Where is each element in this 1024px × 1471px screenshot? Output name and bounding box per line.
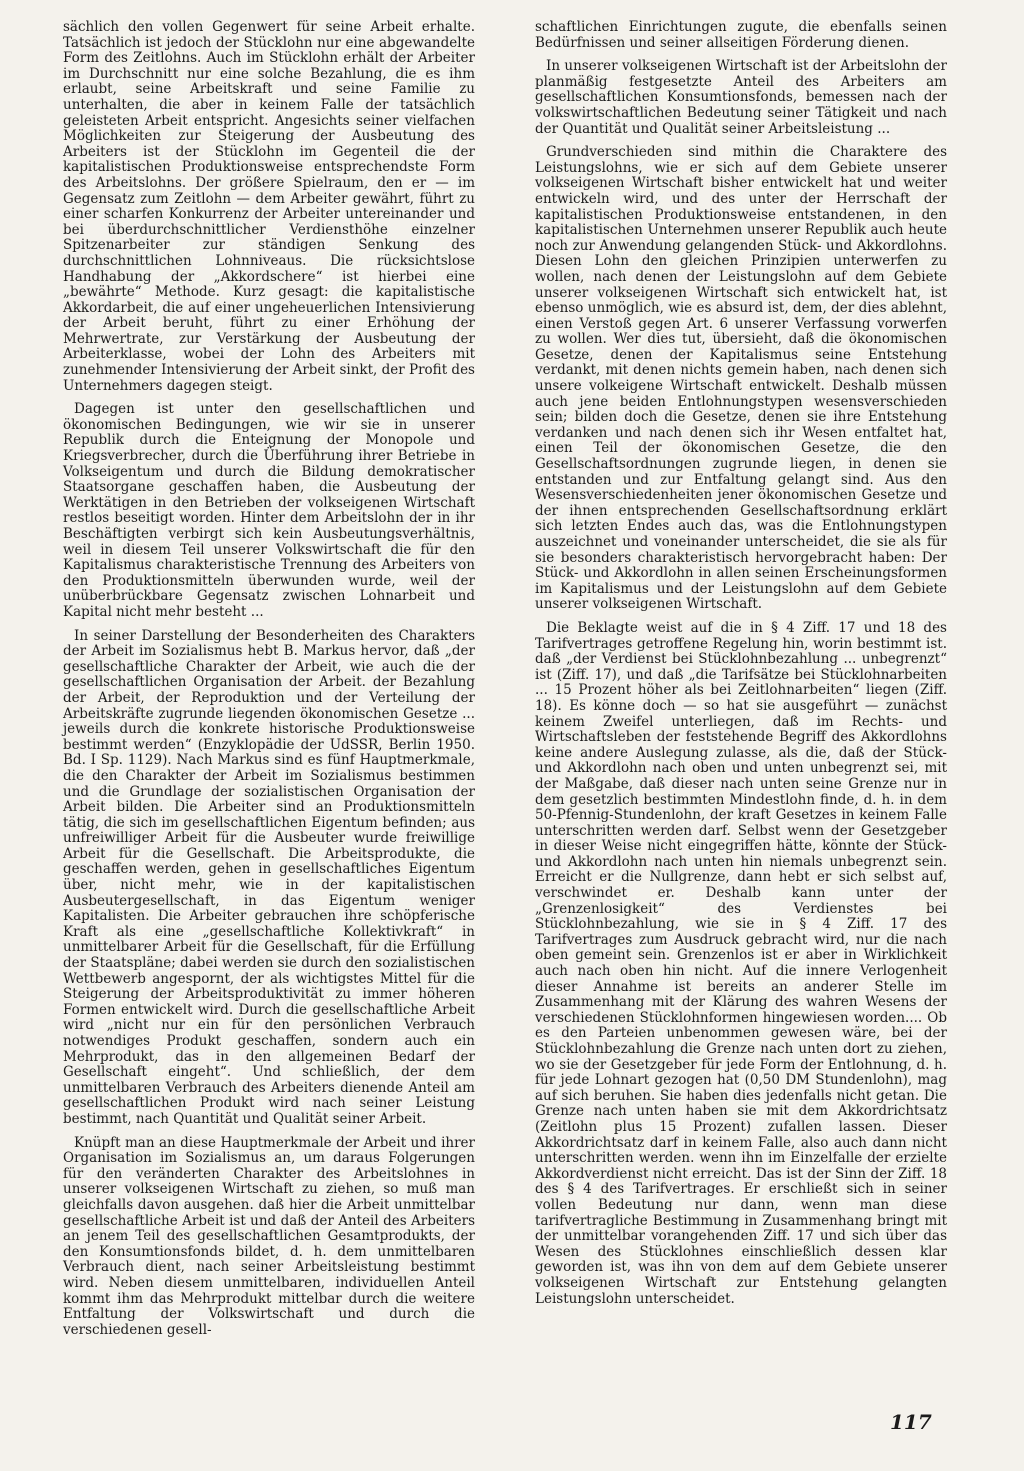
page-number: 117 (890, 1410, 932, 1434)
paragraph: Dagegen ist unter den gesellschaftlichen und ökonomischen Bedingungen, wie wir sie in unserer Republik durch die Enteignung der Monopole und Kriegsverbrecher, durch die Überführung ihrer Betriebe in Volkseigentum und durch die Bildung demokratischer Staatsorgane geschaffen haben, die Ausbeutung der Werktätigen in den Betrieben der volkseigenen Wirtschaft restlos beseitigt worden. Hinter dem Arbeitslohn der in ihr Beschäftigten verbirgt sich kein Ausbeutungsverhältnis, weil in diesem Teil unserer Volkswirtschaft die für den Kapitalismus charakteristische Trennung des Arbeiters von den Produktionsmitteln überwunden wurde, weil der unüberbrückbare Gegensatz zwischen Lohnarbeit und Kapital nicht mehr besteht ... (63, 401, 475, 620)
right-column (535, 20, 947, 1315)
paragraph: Die Beklagte weist auf die in § 4 Ziff. 17 und 18 des Tarifvertrages getroffene Regelung hin, worin bestimmt ist. daß „der Verdienst bei Stücklohnbezahlung ... unbegrenzt“ ist (Ziff. 17), und daß „die Tarifsätze bei Stücklohnarbeiten ... 15 Prozent höher als bei Zeitlohnarbeiten“ liegen (Ziff. 18). Es könne doch — so hat sie ausgeführt — zunächst keinem Zweifel unterliegen, daß im Rechts- und Wirtschaftsleben der feststehende Begriff des Akkordlohns keine andere Auslegung zulasse, als die, daß der Stück- und Akkordlohn nach oben und unten unbegrenzt sei, mit der Maßgabe, daß dieser nach unten seine Grenze nur in dem gesetzlich bestimmten Mindestlohn finde, d. h. in dem 50-Pfennig-Stundenlohn, der kraft Gesetzes in keinem Falle unterschritten werden darf. Selbst wenn der Gesetzgeber in dieser Weise nicht eingegriffen hätte, könnte der Stück- und Akkordlohn nach unten hin niemals unbegrenzt sein. Erreicht er die Nullgrenze, dann hebt er sich selbst auf, verschwindet er. Deshalb kann unter der „Grenzenlosigkeit“ des Verdienstes bei Stücklohnbezahlung, wie sie in § 4 Ziff. 17 des Tarifvertrages zum Ausdruck gebracht wird, nur die nach oben gemeint sein. Grenzenlos ist er aber in Wirklichkeit auch nach oben hin nicht. Auf die innere Verlogenheit dieser Annahme ist bereits an anderer Stelle im Zusammenhang mit der Klärung des wahren Wesens der verschiedenen Stücklohnformen hingewiesen worden.... Ob es den Parteien unbenommen gewesen wäre, bei der Stücklohnbezahlung die Grenze nach unten dort zu ziehen, wo sie der Gesetzgeber für jede Form der Entlohnung, d. h. für jede Lohnart gezogen hat (0,50 DM Stundenlohn), mag auf sich beruhen. Sie haben dies jedenfalls nicht getan. Die Grenze nach unten haben sie mit dem Akkordrichtsatz (Zeitlohn plus 15 Prozent) zufallen lassen. Dieser Akkordrichtsatz darf in keinem Falle, also auch dann nicht unterschritten werden. wenn ihn im Einzelfalle der erzielte Akkordverdienst nicht erreicht. Das ist der Sinn der Ziff. 18 des § 4 des Tarifvertrages. Er erschließt sich in seiner vollen Bedeutung nur dann, wenn man diese tarifvertragliche Bestimmung in Zusammenhang bringt mit der unmittelbar vorangehenden Ziff. 17 und sich über das Wesen des Stücklohnes einschließlich dessen klar geworden ist, was ihn von dem auf dem Gebiete unserer volkseigenen Wirtschaft zur Entstehung gelangten Leistungslohn unterscheidet. (535, 619, 947, 1307)
paragraph: schaftlichen Einrichtungen zugute, die ebenfalls seinen Bedürfnissen und seiner allseitigen Förderung dienen. (535, 19, 947, 51)
paragraph: sächlich den vollen Gegenwert für seine Arbeit erhalte. Tatsächlich ist jedoch der Stücklohn nur eine abgewandelte Form des Zeitlohns. Auch im Stücklohn erhält der Arbeiter im Durchschnitt nur eine solche Bezahlung, die es ihm erlaubt, seine Arbeitskraft und seine Familie zu unterhalten, die aber in keinem Falle der tatsächlich geleisteten Arbeit entspricht. Angesichts seiner vielfachen Möglichkeiten zur Steigerung der Ausbeutung des Arbeiters ist der Stücklohn im Gegenteil die der kapitalistischen Produktionsweise entsprechendste Form des Arbeitslohns. Der größere Spielraum, den er — im Gegensatz zum Zeitlohn — dem Arbeiter gewährt, führt zu einer scharfen Konkurrenz der Arbeiter untereinander und bei überdurchschnittlicher Verdiensthöhe einzelner Spitzenarbeiter zur ständigen Senkung des durchschnittlichen Lohnniveaus. Die rücksichtslose Handhabung der „Akkordschere“ ist hierbei eine „bewährte“ Methode. Kurz gesagt: die kapitalistische Akkordarbeit, die auf einer ungeheuerlichen Intensivierung der Arbeit beruht, führt zu einer Erhöhung der Mehrwertrate, zur Verstärkung der Ausbeutung der Arbeiterklasse, wobei der Lohn des Arbeiters mit zunehmender Intensivierung der Arbeit sinkt, der Profit des Unternehmers dagegen steigt. (63, 19, 475, 394)
paragraph: Grundverschieden sind mithin die Charaktere des Leistungslohns, wie er sich auf dem Gebiete unserer volkseigenen Wirtschaft bisher entwickelt hat und weiter entwickeln wird, und des unter der Herrschaft der kapitalistischen Produktionsweise entstandenen, in den kapitalistischen Unternehmen unserer Republik auch heute noch zur Anwendung gelangenden Stück- und Akkordlohns. Diesen Lohn den gleichen Prinzipien unterwerfen zu wollen, nach denen der Leistungslohn auf dem Gebiete unserer volkseigenen Wirtschaft sich entwickelt hat, ist ebenso unmöglich, wie es absurd ist, dem, der dies ablehnt, einen Verstoß gegen Art. 6 unserer Verfassung vorwerfen zu wollen. Wer dies tut, übersieht, daß die ökonomischen Gesetze, denen der Kapitalismus seine Entstehung verdankt, mit denen nichts gemein haben, nach denen sich unsere volkeigene Wirtschaft entwickelt. Deshalb müssen auch jene beiden Entlohnungstypen wesensverschieden sein; bilden doch die Gesetze, denen sie ihre Entstehung verdanken und nach denen sich ihr Wesen entfaltet hat, einen Teil der ökonomischen Gesetze, die den Gesellschaftsordnungen zugrunde liegen, in denen sie entstanden und zur Entfaltung gelangt sind. Aus den Wesensverschiedenheiten jener ökonomischen Gesetze und der ihnen entsprechenden Gesellschaftsordnung erklärt sich letzten Endes auch das, was die Entlohnungstypen auszeichnet und voneinander unterscheidet, die sie als für sie besonders charakteristisch hervorgebracht haben: Der Stück- und Akkordlohn in allen seinen Erscheinungsformen im Kapitalismus und der Leistungslohn auf dem Gebiete unserer volkseigenen Wirtschaft. (535, 144, 947, 613)
paragraph: In seiner Darstellung der Besonderheiten des Charakters der Arbeit im Sozialismus hebt B. Markus hervor, daß „der gesellschaftliche Charakter der Arbeit, wie auch die der gesellschaftlichen Organisation der Arbeit. der Bezahlung der Arbeit, der Reproduktion und der Verteilung der Arbeitskräfte zugrunde liegenden ökonomischen Gesetze ... jeweils durch die konkrete historische Produktionsweise bestimmt werden“ (Enzyklopädie der UdSSR, Berlin 1950. Bd. I Sp. 1129). Nach Markus sind es fünf Hauptmerkmale, die den Charakter der Arbeit im Sozialismus bestimmen und die Grundlage der sozialistischen Organisation der Arbeit bilden. Die Arbeiter sind an Produktionsmitteln tätig, die sich im gesellschaftlichen Eigentum befinden; aus unfreiwilliger Arbeit für die Ausbeuter wurde freiwillige Arbeit für die Gesellschaft. Die Arbeitsprodukte, die geschaffen werden, gehen in gesellschaftliches Eigentum über, nicht mehr, wie in der kapitalistischen Ausbeutergesellschaft, in das Eigentum weniger Kapitalisten. Die Arbeiter gebrauchen ihre schöpferische Kraft als eine „gesellschaftliche Kollektivkraft“ in unmittelbarer Arbeit für die Gesellschaft, für die Erfüllung der Staatspläne; dabei werden sie durch den sozialistischen Wettbewerb angespornt, der als wichtigstes Mittel für die Steigerung der Arbeitsproduktivität zu immer höheren Formen entwickelt wird. Durch die gesellschaftliche Arbeit wird „nicht nur ein für den persönlichen Verbrauch notwendiges Produkt geschaffen, sondern auch ein Mehrprodukt, das in den allgemeinen Bedarf der Gesellschaft eingeht“. Und schließlich, der dem unmittelbaren Verbrauch des Arbeiters dienende Anteil am gesellschaftlichen Produkt wird nach seiner Leistung bestimmt, nach Quantität und Qualität seiner Arbeit. (63, 627, 475, 1127)
paragraph: In unserer volkseigenen Wirtschaft ist der Arbeitslohn der planmäßig festgesetzte Anteil des Arbeiters am gesellschaftlichen Konsumtionsfonds, bemessen nach der volkswirtschaftlichen Bedeutung seiner Tätigkeit und nach der Quantität und Qualität seiner Arbeitsleistung ... (535, 58, 947, 137)
paragraph: Knüpft man an diese Hauptmerkmale der Arbeit und ihrer Organisation im Sozialismus an, um daraus Folgerungen für den veränderten Charakter des Arbeitslohnes in unserer volkseigenen Wirtschaft zu ziehen, so muß man gleichfalls davon ausgehen. daß hier die Arbeit unmittelbar gesellschaftliche Arbeit ist und daß der Anteil des Arbeiters an jenem Teil des gesellschaftlichen Gesamtprodukts, der den Konsumtionsfonds bildet, d. h. dem unmittelbaren Verbrauch dient, nach seiner Arbeitsleistung bestimmt wird. Neben diesem unmittelbaren, individuellen Anteil kommt ihm das Mehrprodukt mittelbar durch die weitere Entfaltung der Volkswirtschaft und durch die verschiedenen gesell- (63, 1134, 475, 1338)
left-column (63, 20, 475, 1346)
